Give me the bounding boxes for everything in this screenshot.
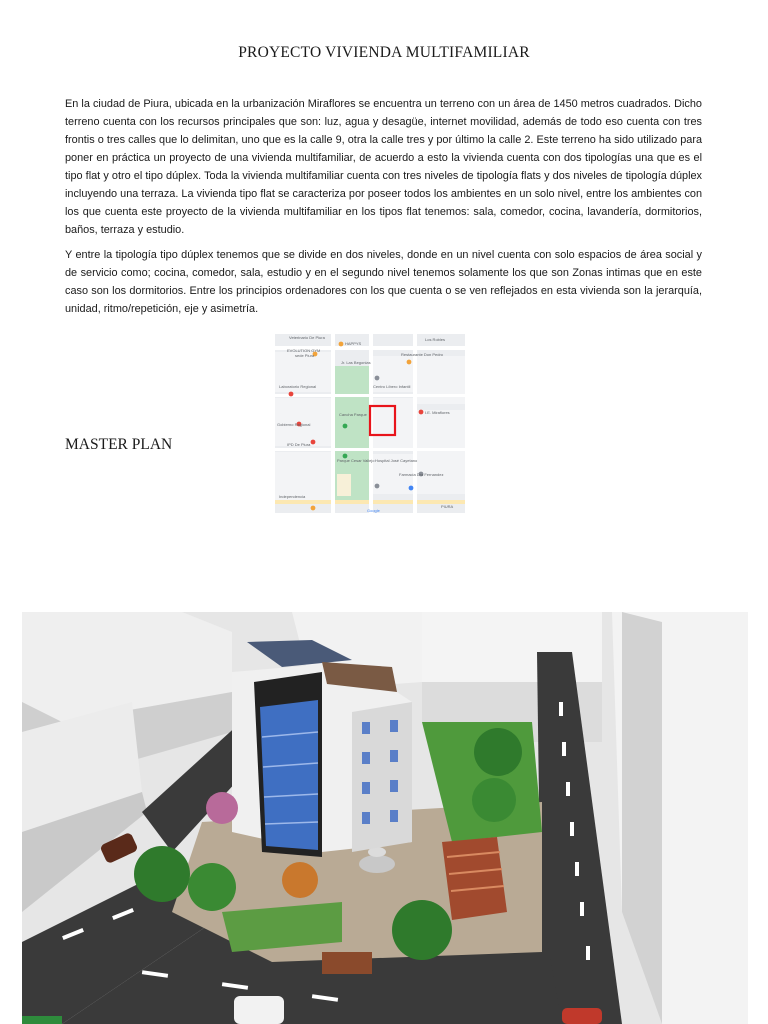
paragraph-duplex: Y entre la tipología tipo dúplex tenemos que se divide en dos niveles, donde en un nivel cuenta con solo espacios de área social y de servicio como; cocina, comedor, sala, estudio y en el segundo nivel tenemos solamente los que son Zonas intimas que en este caso son los dormitorios. Entre los principios ordenadores con los que cuenta o se ven reflejados en esta vivienda son la jerarquía, unidad, ritmo/repetición, eje y asimetría. xyxy=(65,249,702,315)
location-map[interactable] xyxy=(275,334,465,513)
map-label: I.E. Miraflores xyxy=(425,410,450,415)
car xyxy=(234,996,284,1024)
paragraph-intro: En la ciudad de Piura, ubicada en la urbanización Miraflores se encuentra un terreno con un área de 1450 metros cuadrados. Dicho terreno cuenta con los recursos principales que son: luz, agua y desagüe, internet movilidad, además de todo eso cuenta con tres frontis o tres calles que lo delimitan, uno que es la calle 9, otra la calle tres y por último la calle 2. Este terreno ha sido utilizado para poner en práctica un proyecto de una vivienda multifamiliar, de acuerdo a esto la vivienda cuenta con dos tipologías una que es el tipo flat y otro el tipo dúplex. Toda la vivienda multifamiliar cuenta con tres niveles de tipología flats y dos niveles de tipología dúplex incluyendo una terraza. La vivienda tipo flat se caracteriza por poseer todos los ambientes en un solo nivel, entre los ambientes con los que cuenta este proyecto de la vivienda multifamiliar en los tipos flat tenemos: sala, comedor, cocina, lavandería, dormitorios, baños, terraza y estudio. xyxy=(65,98,702,236)
map-label: Centro Líbero Infantil xyxy=(373,384,411,389)
document-title: PROYECTO VIVIENDA MULTIFAMILIAR xyxy=(238,44,530,61)
map-label: Los Robles xyxy=(425,337,446,342)
window xyxy=(362,752,370,764)
map-label: Restaurante Don Pedro xyxy=(401,352,444,357)
window xyxy=(362,782,370,794)
window xyxy=(362,812,370,824)
lane-mark xyxy=(580,902,584,916)
map-pin-icon[interactable] xyxy=(407,360,412,365)
window xyxy=(390,810,398,822)
lane-mark xyxy=(559,702,563,716)
map-label: Hospital José Cayetano xyxy=(375,458,418,463)
map-pin-icon[interactable] xyxy=(311,440,316,445)
map-label: Parque Cesar Vallejo xyxy=(337,458,375,463)
tower-glass xyxy=(260,700,318,850)
car xyxy=(562,1008,602,1024)
grass-strip xyxy=(22,1016,62,1024)
bench xyxy=(322,952,372,974)
building-main-side xyxy=(352,702,412,852)
lane-mark xyxy=(570,822,574,836)
map-pin-icon[interactable] xyxy=(375,376,380,381)
map-pin-icon[interactable] xyxy=(375,484,380,489)
map-pin-icon[interactable] xyxy=(409,486,414,491)
tree xyxy=(188,863,236,911)
map-label: Laboratorio Regional xyxy=(279,384,317,389)
window xyxy=(390,780,398,792)
fountain xyxy=(359,855,395,873)
map-label: IPD De Piura xyxy=(287,442,311,447)
architectural-render xyxy=(22,612,748,1024)
map-pin-icon[interactable] xyxy=(343,424,348,429)
map-road xyxy=(413,334,417,513)
map-pin-icon[interactable] xyxy=(289,392,294,397)
map-label: Gobierno Regional xyxy=(277,422,311,427)
map-label: sede Piura xyxy=(295,353,315,358)
lane-mark xyxy=(566,782,570,796)
window xyxy=(390,750,398,762)
map-label: PIURA xyxy=(441,504,454,509)
building-right-back xyxy=(422,612,602,682)
tree-flowering xyxy=(206,792,238,824)
lane-mark xyxy=(575,862,579,876)
map-label: Jr. Las Begonias xyxy=(341,360,371,365)
map-label: EVOLUTION GYM xyxy=(287,348,321,353)
map-road xyxy=(331,334,335,513)
map-label: Google xyxy=(367,508,380,513)
map-pin-icon[interactable] xyxy=(419,410,424,415)
lane-mark xyxy=(562,742,566,756)
map-label: Veterinario De Piura xyxy=(289,335,325,340)
map-label: Independencia xyxy=(279,494,306,499)
tree xyxy=(134,846,190,902)
lane-mark xyxy=(586,946,590,960)
tree xyxy=(392,900,452,960)
window xyxy=(390,720,398,732)
map-pin-icon[interactable] xyxy=(339,342,344,347)
tree xyxy=(472,778,516,822)
map-label: HAPPYS xyxy=(345,341,362,346)
map-label: Farmacia Dra Fernandez xyxy=(399,472,444,477)
map-pin-icon[interactable] xyxy=(311,506,316,511)
master-plan-label: MASTER PLAN xyxy=(65,436,173,453)
tree xyxy=(474,728,522,776)
window xyxy=(362,722,370,734)
tree-autumn xyxy=(282,862,318,898)
map-label: Cancha Parque xyxy=(339,412,367,417)
map-field xyxy=(337,474,351,496)
pergola xyxy=(442,837,507,920)
